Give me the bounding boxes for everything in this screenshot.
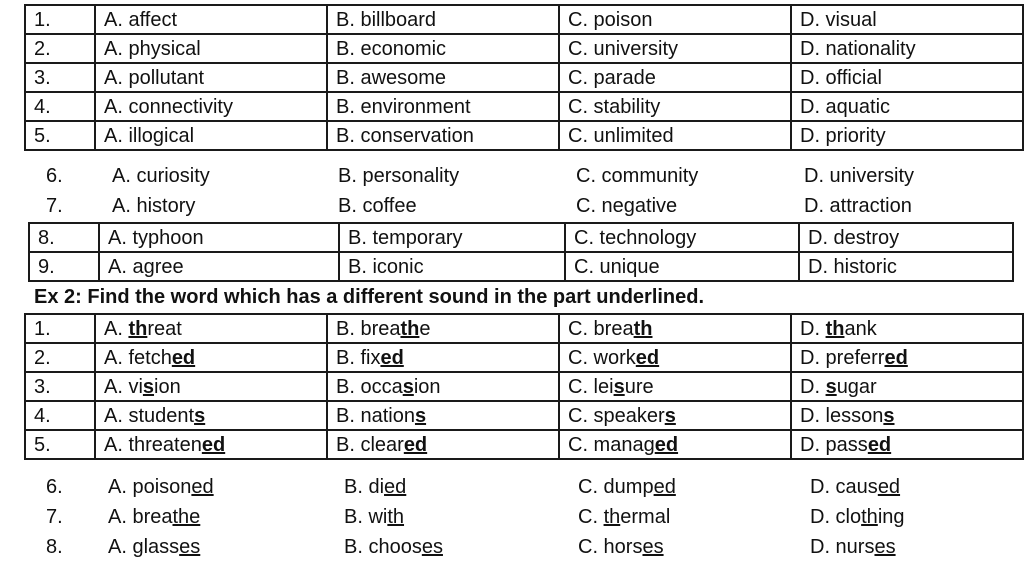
underlined-part: th: [633, 317, 653, 340]
ex2-table: [24, 313, 1024, 460]
ex1-option-d: D. visual: [791, 5, 1023, 34]
ex2-option-d: D. thank: [791, 314, 1023, 343]
underlined-part: es: [421, 536, 443, 558]
ex1-option-b: B. coffee: [338, 195, 417, 217]
ex2-option-d: D. clothing: [810, 506, 905, 528]
ex1-option-d: D. nationality: [791, 34, 1023, 63]
ex2-option-c: C. worked: [559, 343, 791, 372]
underlined-part: s: [402, 375, 414, 398]
underlined-part: s: [194, 404, 206, 427]
ex1-option-b: B. billboard: [327, 5, 559, 34]
underlined-part: th: [128, 317, 148, 340]
underlined-part: ed: [191, 476, 214, 498]
ex2-option-c: C. horses: [578, 536, 664, 558]
question-number: 6.: [46, 165, 63, 187]
underlined-part: ed: [635, 346, 660, 369]
table-row: [25, 92, 1023, 121]
ex2-option-a: A. fetched: [95, 343, 327, 372]
underlined-part: ed: [384, 476, 407, 498]
ex1-option-c: C. poison: [559, 5, 791, 34]
underlined-part: th: [400, 317, 420, 340]
ex1-option-b: B. economic: [327, 34, 559, 63]
underlined-part: s: [142, 375, 155, 398]
table-row: [25, 430, 1023, 459]
question-number: 5.: [25, 121, 95, 150]
ex1-option-a: A. pollutant: [95, 63, 327, 92]
underlined-part: th: [861, 506, 878, 528]
ex1-option-c: C. unique: [565, 252, 799, 281]
ex1-table-b: [28, 222, 1014, 282]
table-row: [25, 401, 1023, 430]
ex1-option-a: A. physical: [95, 34, 327, 63]
table-row: [25, 34, 1023, 63]
ex1-option-a: A. history: [112, 195, 196, 217]
table-row: [29, 223, 1013, 252]
ex1-option-d: D. aquatic: [791, 92, 1023, 121]
underlined-part: ed: [171, 346, 196, 369]
ex1-option-c: C. university: [559, 34, 791, 63]
question-number: 1.: [25, 314, 95, 343]
underlined-part: s: [613, 375, 625, 398]
underlined-part: ed: [653, 476, 676, 498]
question-number: 7.: [46, 506, 63, 528]
ex1-option-c: C. community: [576, 165, 699, 187]
underlined-part: ed: [884, 346, 908, 369]
ex2-option-c: C. speakers: [559, 401, 791, 430]
ex2-plain-rows: [0, 474, 1024, 570]
ex1-option-d: D. university: [804, 165, 915, 187]
underlined-part: ed: [867, 433, 892, 456]
ex1-option-d: D. priority: [791, 121, 1023, 150]
ex1-option-c: C. parade: [559, 63, 791, 92]
table-row: [25, 121, 1023, 150]
table-row: [29, 252, 1013, 281]
ex2-option-b: B. breathe: [327, 314, 559, 343]
underlined-part: th: [387, 506, 405, 528]
ex2-option-d: D. caused: [810, 476, 901, 498]
underlined-part: es: [179, 536, 201, 558]
question-number: 6.: [46, 476, 63, 498]
ex2-option-a: A. glasses: [108, 536, 201, 558]
question-number: 2.: [25, 34, 95, 63]
ex2-option-b: B. with: [344, 506, 405, 528]
ex2-option-b: B. died: [344, 476, 407, 498]
ex2-option-c: C. thermal: [578, 506, 671, 528]
ex2-option-c: C. breath: [559, 314, 791, 343]
ex2-option-d: D. lessons: [791, 401, 1023, 430]
ex1-table-a: [24, 4, 1024, 151]
underlined-part: ed: [380, 346, 404, 369]
ex1-option-b: B. awesome: [327, 63, 559, 92]
ex2-option-b: B. chooses: [344, 536, 443, 558]
table-row: [25, 372, 1023, 401]
underlined-part: s: [825, 375, 837, 398]
underlined-part: th: [825, 317, 845, 340]
ex1-option-c: C. technology: [565, 223, 799, 252]
ex2-option-b: B. fixed: [327, 343, 559, 372]
ex2-option-b: B. cleared: [327, 430, 559, 459]
ex1-option-d: D. attraction: [804, 195, 912, 217]
ex2-option-d: D. passed: [791, 430, 1023, 459]
ex2-option-c: C. leisure: [559, 372, 791, 401]
ex1-option-c: C. unlimited: [559, 121, 791, 150]
table-row: [25, 314, 1023, 343]
underlined-part: ed: [403, 433, 428, 456]
underlined-part: ed: [201, 433, 226, 456]
ex1-option-a: A. typhoon: [99, 223, 339, 252]
ex1-option-b: B. environment: [327, 92, 559, 121]
ex1-option-b: B. temporary: [339, 223, 565, 252]
underlined-part: the: [172, 506, 201, 528]
underlined-part: s: [664, 404, 676, 427]
ex2-option-d: D. sugar: [791, 372, 1023, 401]
ex1-option-d: D. official: [791, 63, 1023, 92]
underlined-part: ed: [654, 433, 679, 456]
underlined-part: th: [603, 506, 621, 528]
underlined-part: s: [414, 404, 427, 427]
table-row: [25, 63, 1023, 92]
ex1-option-b: B. conservation: [327, 121, 559, 150]
underlined-part: es: [642, 536, 664, 558]
ex2-option-a: A. vision: [95, 372, 327, 401]
ex2-option-b: B. occasion: [327, 372, 559, 401]
ex1-option-d: D. historic: [799, 252, 1013, 281]
ex1-option-b: B. personality: [338, 165, 460, 187]
ex1-option-c: C. stability: [559, 92, 791, 121]
ex1-option-d: D. destroy: [799, 223, 1013, 252]
ex2-option-a: A. threatened: [95, 430, 327, 459]
ex2-option-a: A. breathe: [108, 506, 201, 528]
question-number: 2.: [25, 343, 95, 372]
ex2-option-b: B. nations: [327, 401, 559, 430]
ex1-option-a: A. agree: [99, 252, 339, 281]
question-number: 4.: [25, 401, 95, 430]
question-number: 5.: [25, 430, 95, 459]
ex1-option-c: C. negative: [576, 195, 678, 217]
question-number: 9.: [29, 252, 99, 281]
ex2-option-a: A. poisoned: [108, 476, 214, 498]
underlined-part: ed: [877, 476, 901, 498]
question-number: 1.: [25, 5, 95, 34]
question-number: 3.: [25, 372, 95, 401]
ex1-option-a: A. affect: [95, 5, 327, 34]
question-number: 8.: [29, 223, 99, 252]
ex2-option-c: C. managed: [559, 430, 791, 459]
underlined-part: s: [883, 404, 895, 427]
ex1-plain-rows: [0, 163, 1024, 223]
ex2-option-a: A. students: [95, 401, 327, 430]
table-row: [25, 5, 1023, 34]
table-row: [25, 343, 1023, 372]
ex2-option-d: D. nurses: [810, 536, 896, 558]
ex2-heading: Ex 2: Find the word which has a different sound in the part underlined.: [34, 286, 705, 308]
question-number: 8.: [46, 536, 63, 558]
question-number: 3.: [25, 63, 95, 92]
ex1-option-a: A. curiosity: [112, 165, 210, 187]
ex1-option-a: A. illogical: [95, 121, 327, 150]
ex2-option-c: C. dumped: [578, 476, 676, 498]
question-number: 4.: [25, 92, 95, 121]
underlined-part: es: [874, 536, 896, 558]
ex2-option-d: D. preferred: [791, 343, 1023, 372]
ex1-option-b: B. iconic: [339, 252, 565, 281]
ex1-option-a: A. connectivity: [95, 92, 327, 121]
ex2-option-a: A. threat: [95, 314, 327, 343]
question-number: 7.: [46, 195, 63, 217]
